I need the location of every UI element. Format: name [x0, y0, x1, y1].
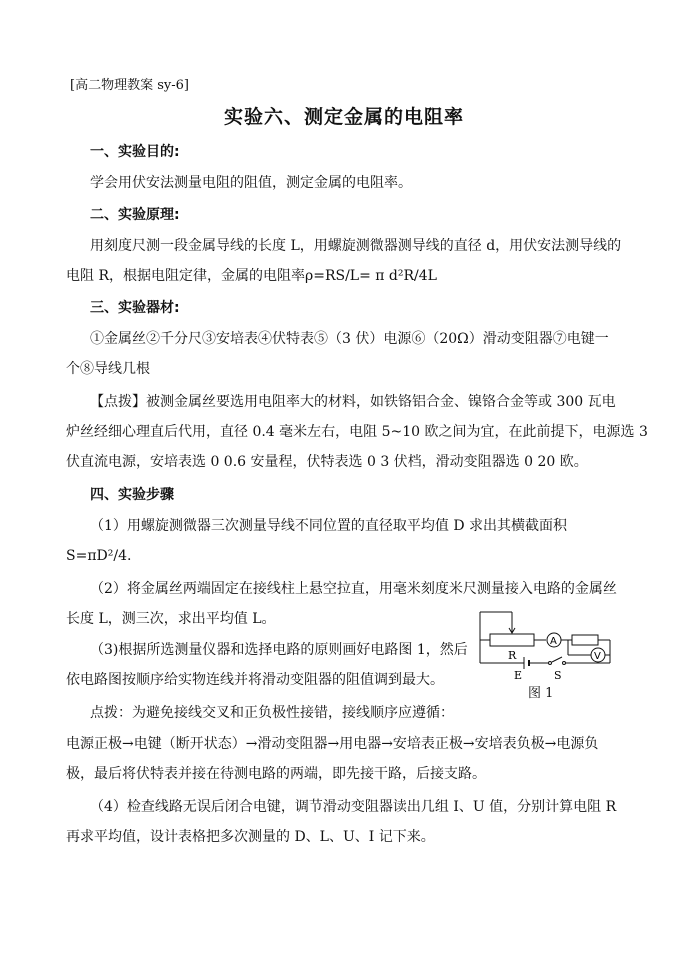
- section-equipment-line2: 个⑧导线几根: [66, 361, 150, 377]
- section-equipment-line1: ①金属丝②千分尺③安培表④伏特表⑤（3 伏）电源⑥（20Ω）滑动变阻器⑦电键一: [90, 331, 609, 347]
- section-purpose-heading: 一、实验目的:: [90, 144, 180, 160]
- figure-caption: 图 1: [528, 686, 554, 701]
- label-s: S: [554, 669, 562, 682]
- section-principle-line2: 电阻 R，根据电阻定律，金属的电阻率ρ=RS/L= π d²R/4L: [66, 268, 437, 284]
- label-a: A: [550, 636, 557, 647]
- label-v: V: [594, 651, 601, 662]
- step3-line1: （3)根据所选测量仪器和选择电路的原则画好电路图 1，然后: [90, 642, 468, 658]
- label-r: R: [508, 649, 517, 662]
- section-principle-line1: 用刻度尺测一段金属导线的长度 L，用螺旋测微器测导线的直径 d，用伏安法测导线的: [90, 238, 622, 254]
- step4-line1: （4）检查线路无误后闭合电键，调节滑动变阻器读出几组 I、U 值，分别计算电阻 R: [90, 799, 617, 815]
- label-e: E: [514, 669, 523, 682]
- step2-line1: （2）将金属丝两端固定在接线柱上悬空拉直，用毫米刻度米尺测量接入电路的金属丝: [90, 581, 617, 597]
- tip-line2: 炉丝经细心理直后代用，直径 0.4 毫米左右，电阻 5~10 欧之间为宜，在此前提下，电源选 3: [66, 424, 648, 440]
- tip2-line1: 电源正极→电键（断开状态）→滑动变阻器→用电器→安培表正极→安培表负极→电源负: [66, 736, 599, 752]
- page-title: 实验六、测定金属的电阻率: [223, 106, 464, 128]
- step3-line2: 依电路图按顺序给实物连线并将滑动变阻器的阻值调到最大。: [66, 672, 444, 688]
- step2-line2: 长度 L，测三次，求出平均值 L。: [66, 611, 276, 627]
- section-equipment-heading: 三、实验器材:: [90, 300, 180, 316]
- section-steps-heading: 四、实验步骤: [90, 487, 174, 503]
- step1-line1: （1）用螺旋测微器三次测量导线不同位置的直径取平均值 D 求出其横截面积: [90, 518, 568, 534]
- step1-line2: S=πD²/4.: [66, 548, 132, 564]
- tip-line1: 【点拨】被测金属丝要选用电阻率大的材料，如铁铬铝合金、镍铬合金等或 300 瓦电: [90, 394, 616, 410]
- step4-line2: 再求平均值，设计表格把多次测量的 D、L、U、I 记下来。: [66, 829, 435, 845]
- section-purpose-text: 学会用伏安法测量电阻的阻值，测定金属的电阻率。: [90, 175, 412, 191]
- section-principle-heading: 二、实验原理:: [90, 207, 180, 223]
- tip2-line0: 点拨：为避免接线交叉和正负极性接错，接线顺序应遵循：: [90, 705, 454, 721]
- tip2-line2: 极，最后将伏特表并接在待测电路的两端，即先接干路，后接支路。: [66, 766, 486, 782]
- header-tag: [高二物理教案 sy-6]: [70, 78, 189, 93]
- tip-line3: 伏直流电源，安培表选 0 0.6 安量程，伏特表选 0 3 伏档，滑动变阻器选 0 20 欧。: [66, 454, 588, 470]
